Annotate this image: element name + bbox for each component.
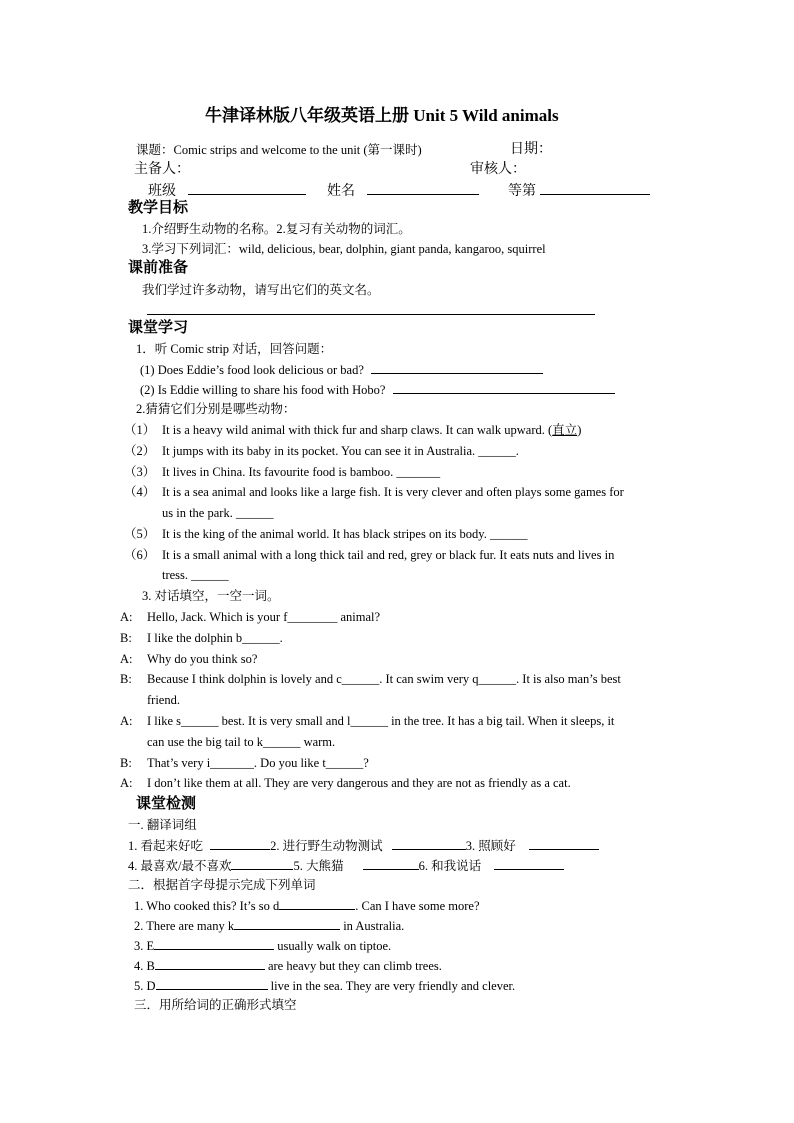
translate-field[interactable] bbox=[529, 837, 599, 850]
dialogue-line bbox=[120, 713, 614, 729]
word-item bbox=[134, 917, 404, 934]
word-suffix: . Can I have some more? bbox=[355, 899, 480, 913]
grade-field[interactable] bbox=[540, 182, 650, 195]
word-suffix: in Australia. bbox=[340, 919, 405, 933]
translate-field[interactable] bbox=[210, 837, 270, 850]
guess-num: （1） bbox=[124, 423, 156, 437]
part-1-heading: 一. 翻译词组 bbox=[128, 818, 197, 832]
guess-item bbox=[124, 464, 440, 480]
word-item bbox=[134, 897, 480, 914]
guess-num: （3） bbox=[124, 465, 156, 479]
dialogue-line bbox=[120, 609, 380, 625]
guess-text: It is a sea animal and looks like a large fish. It is very clever and often plays some games for bbox=[162, 485, 624, 499]
speaker: B: bbox=[120, 631, 132, 645]
word-prefix: 5. D bbox=[134, 979, 156, 993]
goals-heading: 教学目标 bbox=[128, 200, 189, 216]
guess-num: （5） bbox=[124, 527, 156, 541]
question-2: 2.猜猜它们分别是哪些动物： bbox=[136, 402, 296, 416]
dialogue-text: I don’t like them at all. They are very dangerous and they are not as friendly as a cat. bbox=[147, 776, 571, 790]
dialogue-line bbox=[120, 630, 283, 646]
dialogue-line bbox=[120, 755, 369, 771]
guess-hint: 直立 bbox=[552, 423, 578, 437]
translate-field[interactable] bbox=[392, 837, 466, 850]
translate-item: 4. 最喜欢/最不喜欢 bbox=[128, 859, 232, 873]
guess-item bbox=[124, 484, 624, 500]
translate-field[interactable] bbox=[231, 857, 293, 870]
dialogue-line bbox=[120, 775, 571, 791]
date-label: 日期： bbox=[510, 142, 552, 157]
dialogue-text: That’s very i_______. Do you like t______? bbox=[147, 756, 369, 770]
word-field[interactable] bbox=[155, 957, 265, 970]
question-1b-text: (2) Is Eddie willing to share his food with Hobo? bbox=[140, 383, 386, 397]
answer-1a-field[interactable] bbox=[371, 361, 543, 374]
class-field[interactable] bbox=[188, 182, 306, 195]
translate-item: 5. 大熊猫 bbox=[293, 859, 344, 873]
translate-field[interactable] bbox=[363, 857, 419, 870]
guess-text: It lives in China. Its favourite food is bamboo. _______ bbox=[162, 465, 441, 479]
dialogue-line bbox=[120, 671, 621, 687]
class-row bbox=[148, 182, 650, 200]
translate-item: 6. 和我说话 bbox=[418, 859, 482, 873]
prep-answer-line[interactable] bbox=[147, 314, 595, 315]
word-item bbox=[134, 937, 391, 954]
name-field[interactable] bbox=[367, 182, 479, 195]
goal-item: 3.学习下列词汇：wild, delicious, bear, dolphin, giant panda, kangaroo, squirrel bbox=[142, 242, 546, 256]
learning-heading: 课堂学习 bbox=[128, 320, 189, 336]
grade-label: 等第 bbox=[508, 184, 536, 199]
guess-close: ) bbox=[577, 423, 582, 437]
check-heading: 课堂检测 bbox=[136, 796, 197, 812]
guess-num: （6） bbox=[124, 548, 156, 562]
question-1a bbox=[140, 361, 543, 378]
part-2-heading: 二．根据首字母提示完成下列单词 bbox=[128, 878, 316, 892]
guess-cont: us in the park. ______ bbox=[162, 506, 274, 520]
speaker: A: bbox=[120, 610, 133, 624]
question-1: 1．听 Comic strip 对话，回答问题： bbox=[136, 342, 333, 356]
guess-item bbox=[124, 547, 614, 563]
word-item bbox=[134, 957, 442, 974]
part-3-heading: 三．用所给词的正确形式填空 bbox=[134, 998, 297, 1012]
speaker: A: bbox=[120, 652, 133, 666]
page-title: 牛津译林版八年级英语上册 Unit 5 Wild animals bbox=[205, 106, 559, 125]
guess-num: （2） bbox=[124, 444, 156, 458]
name-label: 姓名 bbox=[327, 184, 355, 199]
dialogue-cont: friend. bbox=[147, 693, 180, 707]
goal-item: 1.介绍野生动物的名称。2.复习有关动物的词汇。 bbox=[142, 222, 411, 236]
speaker: B: bbox=[120, 672, 132, 686]
reviewer-label: 审核人： bbox=[470, 162, 526, 177]
word-prefix: 1. Who cooked this? It’s so d bbox=[134, 899, 280, 913]
translate-item: 2. 进行野生动物测试 bbox=[270, 839, 383, 853]
word-field[interactable] bbox=[234, 917, 340, 930]
question-3: 3. 对话填空，一空一词。 bbox=[142, 589, 280, 603]
word-suffix: are heavy but they can climb trees. bbox=[264, 959, 442, 973]
word-prefix: 2. There are many k bbox=[134, 919, 235, 933]
dialogue-text: I like s______ best. It is very small and l______ in the tree. It has a big tail. When it sleeps, it bbox=[147, 714, 615, 728]
guess-item bbox=[124, 443, 519, 459]
answer-1b-field[interactable] bbox=[393, 381, 615, 394]
prep-heading: 课前准备 bbox=[128, 260, 189, 276]
translate-item: 3. 照顾好 bbox=[465, 839, 516, 853]
translate-field[interactable] bbox=[494, 857, 564, 870]
preparer-label: 主备人： bbox=[134, 162, 190, 177]
dialogue-text: Hello, Jack. Which is your f________ animal? bbox=[147, 610, 381, 624]
prep-text: 我们学过许多动物，请写出它们的英文名。 bbox=[142, 283, 380, 297]
speaker: A: bbox=[120, 776, 133, 790]
word-field[interactable] bbox=[156, 977, 268, 990]
question-1b bbox=[140, 381, 615, 398]
dialogue-line bbox=[120, 651, 257, 667]
translate-row bbox=[128, 857, 564, 874]
guess-text: It is the king of the animal world. It has black stripes on its body. ______ bbox=[162, 527, 528, 541]
dialogue-text: I like the dolphin b______. bbox=[147, 631, 283, 645]
word-suffix: live in the sea. They are very friendly and clever. bbox=[267, 979, 516, 993]
guess-item bbox=[124, 526, 527, 542]
guess-num: （4） bbox=[124, 485, 156, 499]
dialogue-text: Because I think dolphin is lovely and c______. It can swim very q______. It is also man’s best bbox=[147, 672, 621, 686]
dialogue-text: Why do you think so? bbox=[147, 652, 258, 666]
speaker: B: bbox=[120, 756, 132, 770]
translate-item: 1. 看起来好吃 bbox=[128, 839, 204, 853]
topic-line: 课题：Comic strips and welcome to the unit (第一课时) bbox=[136, 143, 422, 157]
question-1a-text: (1) Does Eddie’s food look delicious or bad? bbox=[140, 363, 364, 377]
guess-item bbox=[124, 422, 581, 438]
word-prefix: 4. B bbox=[134, 959, 155, 973]
class-label: 班级 bbox=[148, 184, 176, 199]
guess-cont: tress. ______ bbox=[162, 568, 229, 582]
guess-text: It is a small animal with a long thick tail and red, grey or black fur. It eats nuts and lives in bbox=[162, 548, 615, 562]
speaker: A: bbox=[120, 714, 133, 728]
word-field[interactable] bbox=[279, 897, 355, 910]
guess-text: It jumps with its baby in its pocket. You can see it in Australia. ______. bbox=[162, 444, 519, 458]
word-field[interactable] bbox=[154, 937, 274, 950]
guess-text: It is a heavy wild animal with thick fur and sharp claws. It can walk upward. ( bbox=[162, 423, 553, 437]
dialogue-cont: can use the big tail to k______ warm. bbox=[147, 735, 336, 749]
word-suffix: usually walk on tiptoe. bbox=[274, 939, 392, 953]
word-prefix: 3. E bbox=[134, 939, 155, 953]
word-item bbox=[134, 977, 515, 994]
translate-row bbox=[128, 837, 599, 854]
